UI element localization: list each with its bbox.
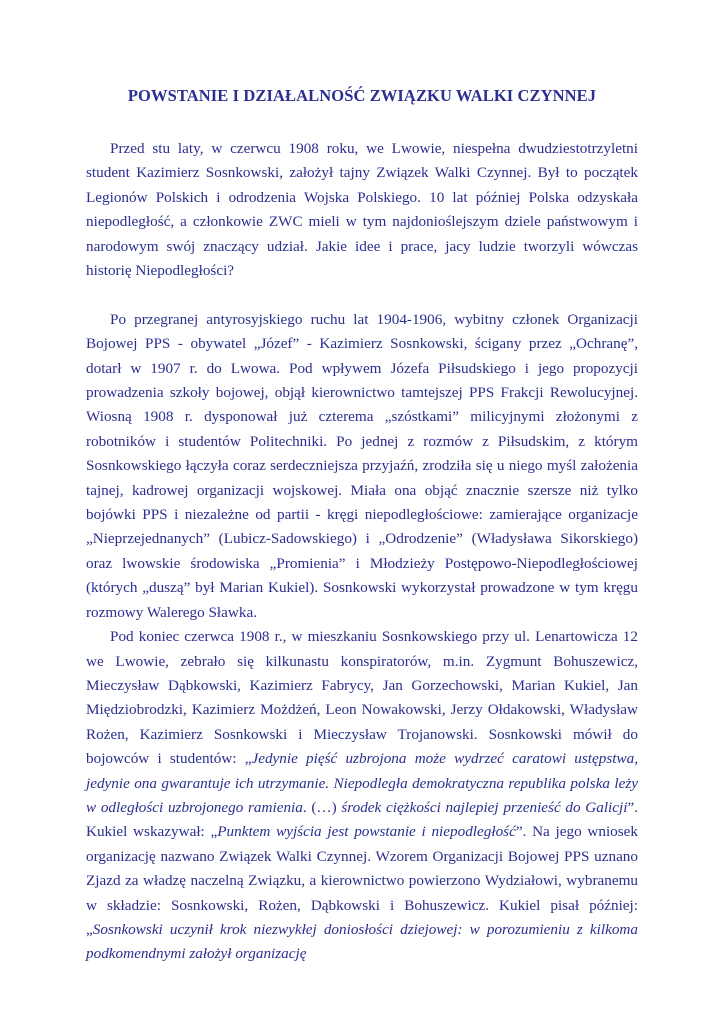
paragraph-founding — [86, 625, 638, 967]
quote-sosnkowski-2: środek ciężkości najlepiej przenieść do Galicji — [341, 798, 628, 816]
paragraph-intro: Przed stu laty, w czerwcu 1908 roku, we Lwowie, niespełna dwudziestotrzyletni student Kazimierz Sosnkowski, założył tajny Związek Walki Czynnej. Był to początek Legionów Polskich i odrodzenia Wojska Polskiego. 10 lat później Polska odzyskała niepodległość, a członkowie ZWC mieli w tym najdonioślejszym dziele państwowym i narodowym swój znaczący udział. Jakie idee i prace, jacy ludzie tworzyli wówczas historię Niepodległości? — [86, 140, 638, 280]
founding-text-4: ”. Na jego wniosek organizację nazwano Związek Walki Czynnej. Wzorem Organizacji Bojowej PPS uznano Zjazd za władzę naczelną Związku, a kierownictwo powierzono Wydziałowi, wybranemu w składzie: Sosnkowski, Rożen, Dąbkowski i Bohuszewicz. Kukiel pisał później: „ — [86, 823, 639, 938]
quote-kukiel-later: Sosnkowski uczynił krok niezwykłej doniosłości dziejowej: w porozumieniu z kilkoma podkomendnymi założył organizację — [86, 920, 638, 963]
paragraph-background: Po przegranej antyrosyjskiego ruchu lat 1904-1906, wybitny członek Organizacji Bojowej PPS - obywatel „Józef” - Kazimierz Sosnkowski, ścigany przez „Ochranę”, dotarł w 1907 r. do Lwowa. Pod wpływem Józefa Piłsudskiego i jego propozycji prowadzenia szkoły bojowej, objął kierownictwo tamtejszej PPS Frakcji Rewolucyjnej. Wiosną 1908 r. dysponował już czterema „szóstkami” milicyjnymi złożonymi z robotników i studentów Politechniki. Po jednej z rozmów z Piłsudskim, z którym Sosnkowskiego łączyła coraz serdeczniejsza przyjaźń, zrodziła się u niego myśl założenia tajnej, kadrowej organizacji wojskowej. Miała ona objąć znacznie szersze niż tylko bojówki PPS i niezależne od partii - kręgi niepodległościowe: zamierające organizacje „Nieprzejednanych” (Lubicz-Sadowskiego) i „Odrodzenie” (Władysława Sikorskiego) oraz lwowskie środowiska „Promienia” i Młodzieży Postępowo-Niepodległościowej (których „duszą” był Marian Kukiel). Sosnkowski wykorzystał prowadzone w tym kręgu rozmowy Walerego Sławka. — [86, 310, 638, 621]
founding-text-2: . (…) — [302, 798, 342, 816]
founding-text-1: Pod koniec czerwca 1908 r., w mieszkaniu Sosnkowskiego przy ul. Lenartowicza 12 we Lwowie, zebrało się kilkunastu konspiratorów, m.in. Zygmunt Bohuszewicz, Mieczysław Dąbkowski, Kazimierz Fabrycy, Jan Gorzechowski, Marian Kukiel, Jan Międziobrodzki, Kazimierz Możdżeń, Leon Nowakowski, Jerzy Ołdakowski, Władysław Rożen, Kazimierz Sosnkowski i Mieczysław Trojanowski. Sosnkowski mówił do bojowców i studentów: „ — [86, 628, 638, 768]
founding-text-3: ”. Kukiel wskazywał: „ — [86, 798, 638, 841]
document-title: POWSTANIE I DZIAŁALNOŚĆ ZWIĄZKU WALKI CZYNNEJ — [127, 86, 597, 105]
quote-sosnkowski: Jedynie pięść uzbrojona może wydrzeć caratowi ustępstwa, jedynie ona gwarantuje ich utrzymanie. Niepodległa demokratyczna republika polska leży w odległości uzbrojonego ramienia — [86, 750, 638, 816]
document-body — [86, 137, 638, 967]
quote-kukiel: Punktem wyjścia jest powstanie i niepodległość — [217, 823, 516, 841]
